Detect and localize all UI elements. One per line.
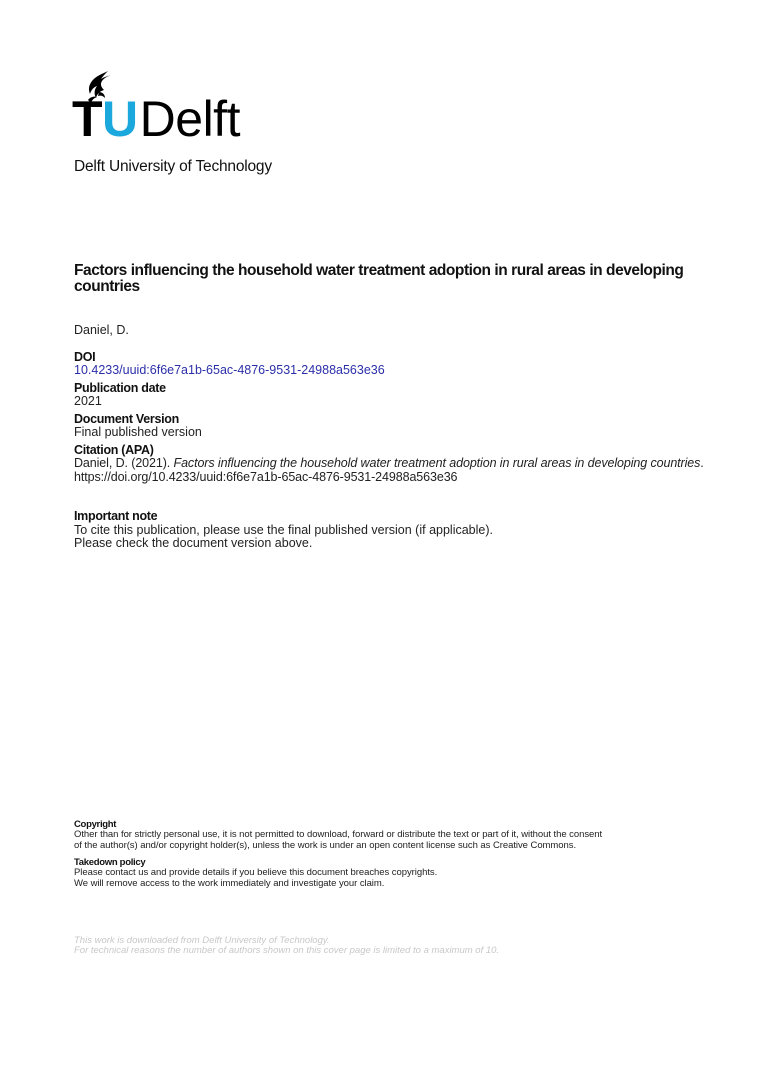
takedown-line: Please contact us and provide details if you believe this document breaches copyrights. [74,867,438,879]
copyright-section [74,820,714,851]
university-name: Delft University of Technology [74,158,272,175]
footer-line: For technical reasons the number of authors shown on this cover page is limited to a maximum of 10. [74,945,500,957]
footer-line: This work is downloaded from Delft University of Technology. [74,935,330,946]
citation-text [74,457,714,484]
logo-letter-t: T [72,91,103,147]
citation-label: Citation (APA) [74,442,154,457]
important-note-line: Please check the document version above. [74,536,313,550]
takedown-label: Takedown policy [74,857,146,868]
author: Daniel, D. [74,323,129,337]
publication-title: Factors influencing the household water treatment adoption in rural areas in developing countries [74,262,684,295]
doi-label: DOI [74,349,96,364]
publication-date-value: 2021 [74,394,102,408]
copyright-line: Other than for strictly personal use, it is not permitted to download, forward or distribute the text or part of it, without the consent [74,829,603,841]
citation-suffix: . https://doi.org/10.4233/uuid:6f6e7a1b-65ac-4876-9531-24988a563e36 [74,456,704,484]
doi-link[interactable]: 10.4233/uuid:6f6e7a1b-65ac-4876-9531-24988a563e36 [74,363,385,377]
download-footer [74,936,714,957]
takedown-line: We will remove access to the work immediately and investigate your claim. [74,877,385,889]
logo-letter-u: U [102,91,138,147]
citation-prefix: Daniel, D. (2021). [74,456,174,470]
copyright-label: Copyright [74,819,117,830]
logo-wordmark [72,91,240,147]
publication-metadata [74,324,714,488]
publication-date-label: Publication date [74,380,166,395]
important-note [74,510,694,551]
citation-title: Factors influencing the household water treatment adoption in rural areas in developing countries [173,456,701,470]
important-note-label: Important note [74,509,158,523]
document-version-value: Final published version [74,425,202,439]
tu-delft-logo [72,70,262,146]
important-note-line: To cite this publication, please use the final published version (if applicable). [74,522,493,537]
copyright-line: of the author(s) and/or copyright holder(s), unless the work is under an open content license such as Creative Commons. [74,839,577,851]
logo-word-delft: Delft [139,91,240,147]
takedown-section [74,858,714,889]
document-version-label: Document Version [74,411,179,426]
